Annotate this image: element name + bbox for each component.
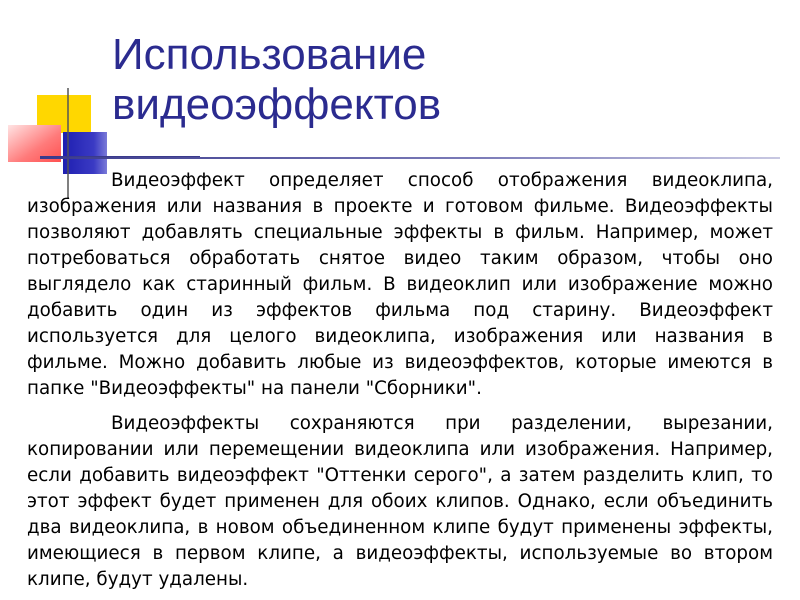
body-paragraph-1: Видеоэффект определяет способ отображения видеоклипа, изображения или названия в проекте и готовом фильме. Видеоэффекты позволяют добавлять специальные эффекты в фильм. Например, может потребоваться обработать снятое видео таким образом, чтобы оно выглядело как старинный фильм. В видеоклип или изображение можно добавить один из эффектов фильма под старину. Видеоэффект используется для целого видеоклипа, изображения или названия в фильме. Можно добавить любые из видеоэффектов, которые имеются в папке "Видеоэффекты" на панели "Сборники".	[27, 170, 773, 399]
body-paragraph-2: Видеоэффекты сохраняются при разделении, вырезании, копировании или перемещении видеоклипа или изображения. Например, если добавить видеоэффект "Оттенки серого", а затем разделить клип, то этот эффект будет применен для обоих клипов. Однако, если объединить два видеоклипа, в новом объединенном клипе будут применены эффекты, имеющиеся в первом клипе, а видеоэффекты, используемые во втором клипе, будут удалены.	[27, 413, 773, 590]
slide-title-line-1: Использование	[112, 30, 427, 79]
slide-body	[27, 168, 773, 593]
slide-title-line-2: видеоэффектов	[112, 80, 442, 129]
slide-title	[112, 30, 772, 130]
title-divider	[40, 157, 780, 159]
